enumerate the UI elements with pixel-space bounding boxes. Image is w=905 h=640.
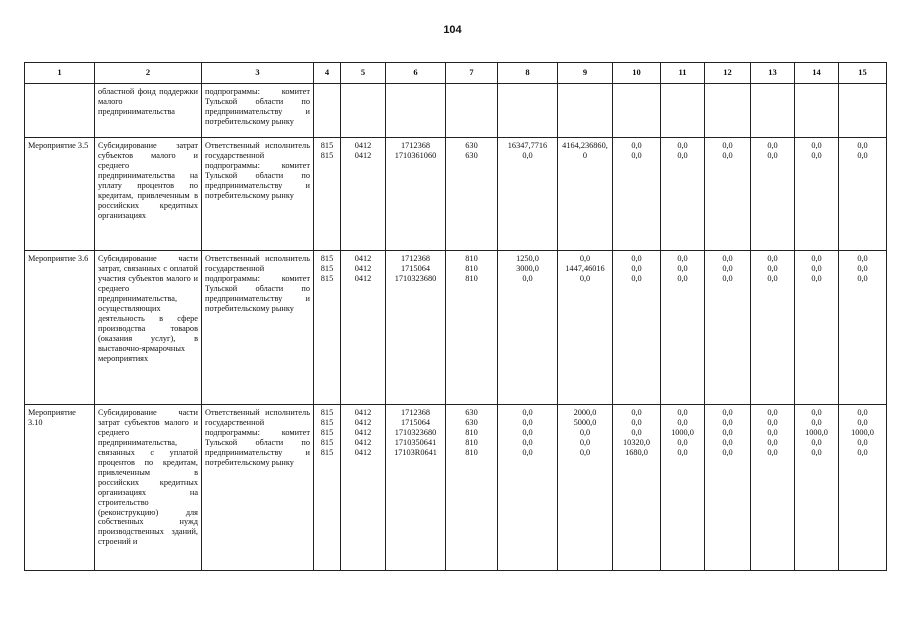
value-cell-col-14 bbox=[795, 84, 839, 138]
cell-value: 0412 bbox=[354, 427, 372, 437]
cell-value: 0,0 bbox=[767, 427, 778, 437]
value-cell-col-15 bbox=[839, 138, 887, 251]
header-cell: 9 bbox=[558, 63, 613, 84]
value-cell-col-5 bbox=[341, 251, 386, 405]
cell-value: 0,0 bbox=[631, 417, 642, 427]
cell-value: 0,0 bbox=[811, 254, 822, 263]
cell-value: 1000,0 bbox=[851, 427, 874, 437]
cell-value: 1680,0 bbox=[625, 447, 648, 457]
table-row bbox=[25, 138, 887, 251]
cell-value: 815 bbox=[320, 263, 334, 273]
cell-value: 0,0 bbox=[857, 447, 868, 457]
cell-value: 810 bbox=[465, 447, 478, 457]
description-cell: областной фонд поддержки малого предпринимательства bbox=[95, 84, 202, 138]
cell-value: 0,0 bbox=[677, 447, 688, 457]
header-row bbox=[25, 63, 887, 84]
header-cell: 12 bbox=[705, 63, 751, 84]
cell-value: 0 bbox=[582, 150, 588, 160]
value-cell-col-10 bbox=[613, 138, 661, 251]
value-cell-col-7 bbox=[446, 405, 498, 571]
cell-value: 0,0 bbox=[677, 408, 688, 417]
value-cell-col-9 bbox=[558, 138, 613, 251]
header-cell: 3 bbox=[202, 63, 314, 84]
cell-value: 0,0 bbox=[857, 150, 868, 160]
cell-value: 0,0 bbox=[579, 427, 591, 437]
cell-value: 1250,0 bbox=[516, 254, 539, 263]
cell-value: 0,0 bbox=[857, 408, 868, 417]
value-cell-col-14 bbox=[795, 138, 839, 251]
value-cell-col-13 bbox=[751, 138, 795, 251]
cell-value: 0,0 bbox=[811, 417, 822, 427]
value-cell-col-14 bbox=[795, 251, 839, 405]
value-cell-col-4 bbox=[314, 84, 341, 138]
cell-value: 0,0 bbox=[767, 408, 778, 417]
cell-value: 1710361060 bbox=[394, 150, 437, 160]
executor-cell: Ответственный исполнитель государственной подпрограммы: комитет Тульской области по предпринимательству и потребительскому рынку bbox=[202, 138, 314, 251]
header-cell: 13 bbox=[751, 63, 795, 84]
cell-value: 1715064 bbox=[400, 263, 431, 273]
cell-value: 5000,0 bbox=[573, 417, 597, 427]
cell-value: 810 bbox=[465, 273, 478, 283]
value-cell-col-15 bbox=[839, 84, 887, 138]
value-cell-col-14 bbox=[795, 405, 839, 571]
cell-value: 0,0 bbox=[631, 408, 642, 417]
cell-value: 0,0 bbox=[767, 417, 778, 427]
cell-value: 0,0 bbox=[857, 273, 868, 283]
cell-value: 0,0 bbox=[857, 417, 868, 427]
cell-value: 17103R0641 bbox=[394, 447, 437, 457]
executor-cell: Ответственный исполнитель государственной подпрограммы: комитет Тульской области по предпринимательству и потребительскому рынку bbox=[202, 251, 314, 405]
table-row bbox=[25, 405, 887, 571]
cell-value: 0,0 bbox=[767, 263, 778, 273]
value-cell-col-7 bbox=[446, 84, 498, 138]
header-cell: 8 bbox=[498, 63, 558, 84]
cell-value: 0,0 bbox=[722, 273, 733, 283]
cell-value: 815 bbox=[320, 408, 334, 417]
cell-value: 4164,236860, bbox=[562, 141, 608, 150]
cell-value: 0,0 bbox=[722, 408, 733, 417]
event-name-cell: Мероприятие 3.6 bbox=[25, 251, 95, 405]
cell-value: 1710323680 bbox=[394, 427, 437, 437]
cell-value: 0,0 bbox=[811, 447, 822, 457]
cell-value: 0,0 bbox=[722, 141, 733, 150]
description-cell: Субсидирование затрат субъектов малого и среднего предпринимательства на уплату процентов по кредитам, привлеченным в российских кредитных организациях bbox=[95, 138, 202, 251]
value-cell-col-10 bbox=[613, 84, 661, 138]
cell-value: 1710323680 bbox=[394, 273, 437, 283]
header-cell: 6 bbox=[386, 63, 446, 84]
header-cell: 14 bbox=[795, 63, 839, 84]
value-cell-col-7 bbox=[446, 251, 498, 405]
cell-value: 815 bbox=[320, 141, 334, 150]
header-cell: 4 bbox=[314, 63, 341, 84]
value-cell-col-6 bbox=[386, 251, 446, 405]
cell-value: 810 bbox=[465, 437, 478, 447]
header-cell: 15 bbox=[839, 63, 887, 84]
header-cell: 2 bbox=[95, 63, 202, 84]
value-cell-col-6 bbox=[386, 405, 446, 571]
cell-value: 0,0 bbox=[677, 141, 688, 150]
description-cell: Субсидирование части затрат, связанных с оплатой участия субъектов малого и среднего предпринимательства, осуществляющих деятельность в сфере производства товаров (оказания услуг), в выставочно-ярмарочных мероприятиях bbox=[95, 251, 202, 405]
cell-value: 0,0 bbox=[631, 141, 642, 150]
cell-value: 815 bbox=[320, 447, 334, 457]
cell-value: 0,0 bbox=[722, 150, 733, 160]
cell-value: 1710350641 bbox=[394, 437, 437, 447]
cell-value: 0412 bbox=[354, 437, 372, 447]
cell-value: 815 bbox=[320, 437, 334, 447]
cell-value: 0,0 bbox=[811, 263, 822, 273]
cell-value: 0,0 bbox=[722, 437, 733, 447]
cell-value: 0,0 bbox=[767, 273, 778, 283]
cell-value: 16347,7716 bbox=[507, 141, 548, 150]
cell-value: 0412 bbox=[354, 150, 372, 160]
cell-value: 1000,0 bbox=[805, 427, 828, 437]
value-cell-col-10 bbox=[613, 251, 661, 405]
value-cell-col-5 bbox=[341, 138, 386, 251]
cell-value: 815 bbox=[320, 273, 334, 283]
cell-value: 1447,46016 bbox=[565, 263, 605, 273]
page-number: 104 bbox=[443, 24, 462, 36]
cell-value: 0,0 bbox=[811, 408, 822, 417]
value-cell-col-15 bbox=[839, 251, 887, 405]
cell-value: 0,0 bbox=[722, 254, 733, 263]
value-cell-col-8 bbox=[498, 84, 558, 138]
cell-value: 815 bbox=[320, 254, 334, 263]
cell-value: 0,0 bbox=[722, 427, 733, 437]
cell-value: 0,0 bbox=[767, 437, 778, 447]
cell-value: 1712368 bbox=[400, 141, 431, 150]
value-cell-col-4 bbox=[314, 138, 341, 251]
cell-value: 1715064 bbox=[400, 417, 431, 427]
cell-value: 0,0 bbox=[522, 273, 533, 283]
value-cell-col-6 bbox=[386, 138, 446, 251]
table-row bbox=[25, 251, 887, 405]
value-cell-col-11 bbox=[661, 251, 705, 405]
executor-cell: Ответственный исполнитель государственной подпрограммы: комитет Тульской области по предпринимательству и потребительскому рынку bbox=[202, 405, 314, 571]
cell-value: 2000,0 bbox=[573, 408, 597, 417]
cell-value: 0,0 bbox=[677, 273, 688, 283]
cell-value: 0,0 bbox=[811, 273, 822, 283]
cell-value: 0,0 bbox=[677, 437, 688, 447]
event-name-cell: Мероприятие 3.5 bbox=[25, 138, 95, 251]
value-cell-col-6 bbox=[386, 84, 446, 138]
cell-value: 0,0 bbox=[857, 437, 868, 447]
cell-value: 630 bbox=[465, 141, 478, 150]
header-cell: 5 bbox=[341, 63, 386, 84]
cell-value: 810 bbox=[465, 263, 478, 273]
cell-value: 815 bbox=[320, 417, 334, 427]
value-cell-col-9 bbox=[558, 84, 613, 138]
cell-value: 3000,0 bbox=[516, 263, 539, 273]
value-cell-col-11 bbox=[661, 84, 705, 138]
cell-value: 0,0 bbox=[857, 263, 868, 273]
cell-value: 0412 bbox=[354, 447, 372, 457]
cell-value: 1000,0 bbox=[671, 427, 694, 437]
cell-value: 0,0 bbox=[631, 263, 642, 273]
cell-value: 0,0 bbox=[579, 254, 591, 263]
value-cell-col-8 bbox=[498, 405, 558, 571]
value-cell-col-9 bbox=[558, 405, 613, 571]
value-cell-col-13 bbox=[751, 84, 795, 138]
cell-value: 0,0 bbox=[522, 408, 533, 417]
cell-value: 0,0 bbox=[677, 150, 688, 160]
cell-value: 815 bbox=[320, 427, 334, 437]
value-cell-col-12 bbox=[705, 405, 751, 571]
cell-value: 0,0 bbox=[677, 417, 688, 427]
cell-value: 630 bbox=[465, 150, 478, 160]
cell-value: 0,0 bbox=[767, 150, 778, 160]
cell-value: 0,0 bbox=[722, 447, 733, 457]
cell-value: 0,0 bbox=[767, 141, 778, 150]
value-cell-col-8 bbox=[498, 251, 558, 405]
cell-value: 10320,0 bbox=[623, 437, 650, 447]
cell-value: 0,0 bbox=[579, 437, 591, 447]
header-cell: 11 bbox=[661, 63, 705, 84]
header-cell: 10 bbox=[613, 63, 661, 84]
cell-value: 0,0 bbox=[522, 417, 533, 427]
value-cell-col-7 bbox=[446, 138, 498, 251]
value-cell-col-5 bbox=[341, 84, 386, 138]
cell-value: 0,0 bbox=[767, 254, 778, 263]
cell-value: 630 bbox=[465, 417, 478, 427]
cell-value: 0,0 bbox=[811, 150, 822, 160]
value-cell-col-4 bbox=[314, 405, 341, 571]
value-cell-col-13 bbox=[751, 251, 795, 405]
value-cell-col-9 bbox=[558, 251, 613, 405]
cell-value: 0,0 bbox=[811, 437, 822, 447]
cell-value: 0,0 bbox=[631, 150, 642, 160]
budget-table bbox=[24, 62, 887, 571]
cell-value: 0412 bbox=[354, 408, 372, 417]
cell-value: 0,0 bbox=[767, 447, 778, 457]
value-cell-col-5 bbox=[341, 405, 386, 571]
cell-value: 0,0 bbox=[857, 254, 868, 263]
cell-value: 0,0 bbox=[811, 141, 822, 150]
cell-value: 0,0 bbox=[631, 254, 642, 263]
value-cell-col-11 bbox=[661, 138, 705, 251]
cell-value: 0,0 bbox=[677, 254, 688, 263]
cell-value: 815 bbox=[320, 150, 334, 160]
cell-value: 0,0 bbox=[522, 437, 533, 447]
cell-value: 630 bbox=[465, 408, 478, 417]
event-name-cell bbox=[25, 84, 95, 138]
cell-value: 0,0 bbox=[631, 427, 642, 437]
value-cell-col-12 bbox=[705, 251, 751, 405]
cell-value: 810 bbox=[465, 427, 478, 437]
value-cell-col-4 bbox=[314, 251, 341, 405]
value-cell-col-15 bbox=[839, 405, 887, 571]
value-cell-col-12 bbox=[705, 138, 751, 251]
cell-value: 0412 bbox=[354, 273, 372, 283]
description-cell: Субсидирование части затрат субъектов малого и среднего предпринимательства, связанных с уплатой процентов по кредитам, привлеченным в российских кредитных организациях на строительство (реконструкцию) для собственных нужд производственных зданий, строений и bbox=[95, 405, 202, 571]
value-cell-col-10 bbox=[613, 405, 661, 571]
cell-value: 0,0 bbox=[677, 263, 688, 273]
cell-value: 0412 bbox=[354, 263, 372, 273]
cell-value: 0,0 bbox=[522, 447, 533, 457]
cell-value: 0412 bbox=[354, 141, 372, 150]
cell-value: 0,0 bbox=[857, 141, 868, 150]
table-body bbox=[25, 84, 887, 571]
cell-value: 0,0 bbox=[522, 427, 533, 437]
cell-value: 0,0 bbox=[579, 447, 591, 457]
value-cell-col-11 bbox=[661, 405, 705, 571]
header-cell: 7 bbox=[446, 63, 498, 84]
cell-value: 0,0 bbox=[631, 273, 642, 283]
header-cell: 1 bbox=[25, 63, 95, 84]
value-cell-col-13 bbox=[751, 405, 795, 571]
cell-value: 0,0 bbox=[579, 273, 591, 283]
event-name-cell: Мероприятие 3.10 bbox=[25, 405, 95, 571]
cell-value: 0412 bbox=[354, 254, 372, 263]
executor-cell: подпрограммы: комитет Тульской области по предпринимательству и потребительскому рынку bbox=[202, 84, 314, 138]
cell-value: 0,0 bbox=[722, 263, 733, 273]
cell-value: 0412 bbox=[354, 417, 372, 427]
table-row bbox=[25, 84, 887, 138]
cell-value: 0,0 bbox=[722, 417, 733, 427]
value-cell-col-8 bbox=[498, 138, 558, 251]
cell-value: 0,0 bbox=[522, 150, 533, 160]
cell-value: 810 bbox=[465, 254, 478, 263]
cell-value: 1712368 bbox=[400, 254, 431, 263]
value-cell-col-12 bbox=[705, 84, 751, 138]
cell-value: 1712368 bbox=[400, 408, 431, 417]
